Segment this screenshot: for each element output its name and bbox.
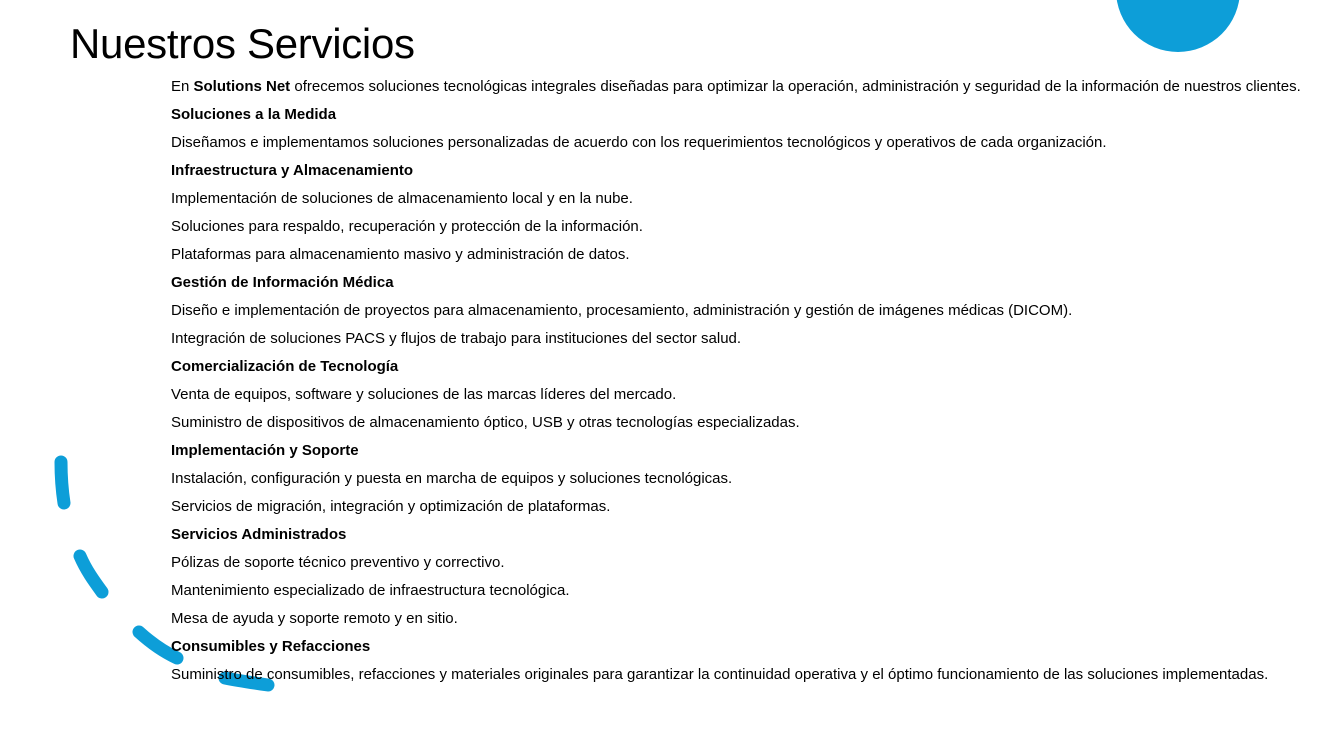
section-item: Soluciones para respaldo, recuperación y protección de la información. [171, 218, 643, 235]
decorative-circle [1116, 0, 1240, 52]
section-item: Diseñamos e implementamos soluciones personalizadas de acuerdo con los requerimientos tecnológicos y operativos de cada organización. [171, 134, 1107, 151]
intro-paragraph [171, 80, 1313, 94]
page-title: Nuestros Servicios [70, 20, 415, 67]
section-heading-servicios-administrados: Servicios Administrados [171, 526, 347, 543]
section-heading-comercializacion: Comercialización de Tecnología [171, 358, 399, 375]
section-item: Venta de equipos, software y soluciones de las marcas líderes del mercado. [171, 386, 677, 403]
arc-dash [80, 556, 102, 592]
section-item: Mantenimiento especializado de infraestructura tecnológica. [171, 582, 570, 599]
intro-suffix: ofrecemos soluciones tecnológicas integrales diseñadas para optimizar la operación, administración y seguridad de la información de nuestros clientes. [290, 78, 1301, 95]
section-item: Mesa de ayuda y soporte remoto y en sitio. [171, 610, 458, 627]
section-item: Pólizas de soporte técnico preventivo y correctivo. [171, 554, 505, 571]
section-item: Diseño e implementación de proyectos para almacenamiento, procesamiento, administración y gestión de imágenes médicas (DICOM). [171, 302, 1073, 319]
section-item: Instalación, configuración y puesta en marcha de equipos y soluciones tecnológicas. [171, 470, 733, 487]
section-heading-infraestructura: Infraestructura y Almacenamiento [171, 162, 414, 179]
section-item: Servicios de migración, integración y optimización de plataformas. [171, 498, 611, 515]
section-heading-consumibles: Consumibles y Refacciones [171, 638, 371, 655]
company-name: Solutions Net [193, 78, 291, 95]
section-heading-implementacion: Implementación y Soporte [171, 442, 359, 459]
section-item: Suministro de dispositivos de almacenamiento óptico, USB y otras tecnologías especializadas. [171, 414, 800, 431]
section-heading-soluciones: Soluciones a la Medida [171, 106, 337, 123]
intro-prefix: En [171, 78, 194, 95]
section-heading-gestion-medica: Gestión de Información Médica [171, 274, 394, 291]
section-item: Implementación de soluciones de almacenamiento local y en la nube. [171, 190, 633, 207]
section-item: Plataformas para almacenamiento masivo y administración de datos. [171, 246, 630, 263]
section-item: Suministro de consumibles, refacciones y materiales originales para garantizar la continuidad operativa y el óptimo funcionamiento de las soluciones implementadas. [171, 666, 1269, 683]
section-item: Integración de soluciones PACS y flujos de trabajo para instituciones del sector salud. [171, 330, 742, 347]
services-content [171, 80, 1313, 696]
arc-dash [61, 462, 64, 503]
